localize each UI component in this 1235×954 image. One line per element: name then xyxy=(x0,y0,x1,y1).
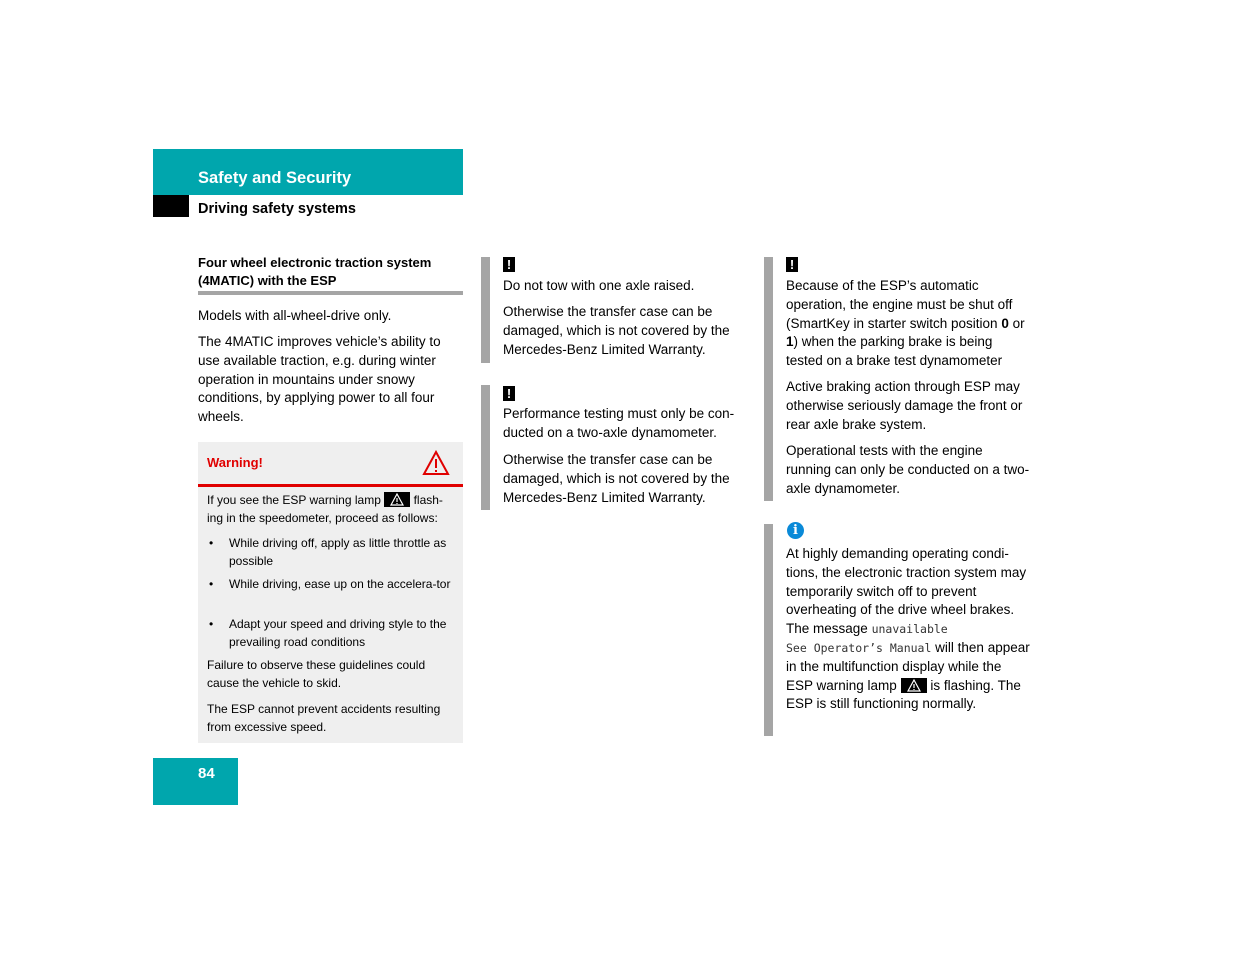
list-item xyxy=(207,615,457,651)
note-paragraph: Do not tow with one axle raised. xyxy=(503,278,695,293)
esp-warning-lamp-icon xyxy=(384,492,410,507)
paragraph: The 4MATIC improves vehicle’s ability to use available traction, e.g. during winter operation in mountains under snowy conditions, by applying power to all four wheels. xyxy=(198,334,441,425)
display-message: unavailable xyxy=(871,622,948,637)
note-paragraph: Performance testing must only be con-ducted on a two-axle dynamometer. xyxy=(503,406,735,440)
list-item-text: Adapt your speed and driving style to the prevailing road conditions xyxy=(229,617,447,649)
list-item-text: While driving, ease up on the accelera-tor xyxy=(229,577,451,591)
note-bar xyxy=(764,257,773,501)
list-item xyxy=(207,575,457,611)
subsection-marker xyxy=(153,195,189,217)
warning-intro xyxy=(207,491,457,527)
page-number-tab xyxy=(153,758,238,805)
bullet: • xyxy=(209,536,214,550)
list-item xyxy=(207,534,457,570)
note-paragraph: Because of the ESP’s automatic operation, the engine must be shut off (SmartKey in starter switch position 0 or 1) when the parking brake is being tested on a brake test dynamometer xyxy=(786,278,1025,369)
page-number: 84 xyxy=(198,765,215,782)
warning-title: Warning! xyxy=(207,455,263,470)
warning-intro-text: If you see the ESP warning lamp xyxy=(207,493,381,507)
bullet: • xyxy=(209,577,214,591)
esp-warning-lamp-icon xyxy=(901,678,927,693)
exclamation-icon: ! xyxy=(503,385,515,403)
note-bar xyxy=(481,257,490,363)
note-paragraph: Active braking action through ESP may otherwise seriously damage the front or rear axle brake system. xyxy=(786,379,1023,432)
warning-paragraph: Failure to observe these guidelines could cause the vehicle to skid. xyxy=(207,658,426,690)
topic-heading: Four wheel electronic traction system (4MATIC) with the ESP xyxy=(198,255,432,288)
info-paragraph: At highly demanding operating condi-tions, the electronic traction system may temporarily switch off to prevent overheating of the drive wheel brakes. The message unavailable See Operator’s Manual will then appear in the multifunction display while the ESP warning lamp is flashing. The ESP is still functioning normally. xyxy=(786,546,1030,712)
subsection-title: Driving safety systems xyxy=(198,201,356,217)
list-item-text: While driving off, apply as little throttle as possible xyxy=(229,536,447,568)
warning-triangle-icon xyxy=(422,450,450,476)
note-bar xyxy=(481,385,490,510)
heading-rule xyxy=(198,291,463,295)
display-message: See Operator’s Manual xyxy=(786,640,932,655)
bullet: • xyxy=(209,617,214,631)
warning-intro-text: flash-ing in the speedometer, proceed as follows: xyxy=(207,493,443,525)
section-title: Safety and Security xyxy=(198,169,352,187)
note-paragraph: Otherwise the transfer case can be damaged, which is not covered by the Mercedes-Benz Limited Warranty. xyxy=(503,304,730,357)
warning-paragraph: The ESP cannot prevent accidents resulting from excessive speed. xyxy=(207,702,441,734)
exclamation-icon: ! xyxy=(786,256,798,274)
note-paragraph: Otherwise the transfer case can be damaged, which is not covered by the Mercedes-Benz Limited Warranty. xyxy=(503,452,730,505)
info-icon: i xyxy=(787,522,804,539)
note-bar xyxy=(764,524,773,736)
note-paragraph: Operational tests with the engine running can only be conducted on a two-axle dynamometer. xyxy=(786,443,1030,496)
exclamation-icon: ! xyxy=(503,256,515,274)
warning-divider xyxy=(198,484,463,487)
paragraph: Models with all-wheel-drive only. xyxy=(198,308,392,323)
